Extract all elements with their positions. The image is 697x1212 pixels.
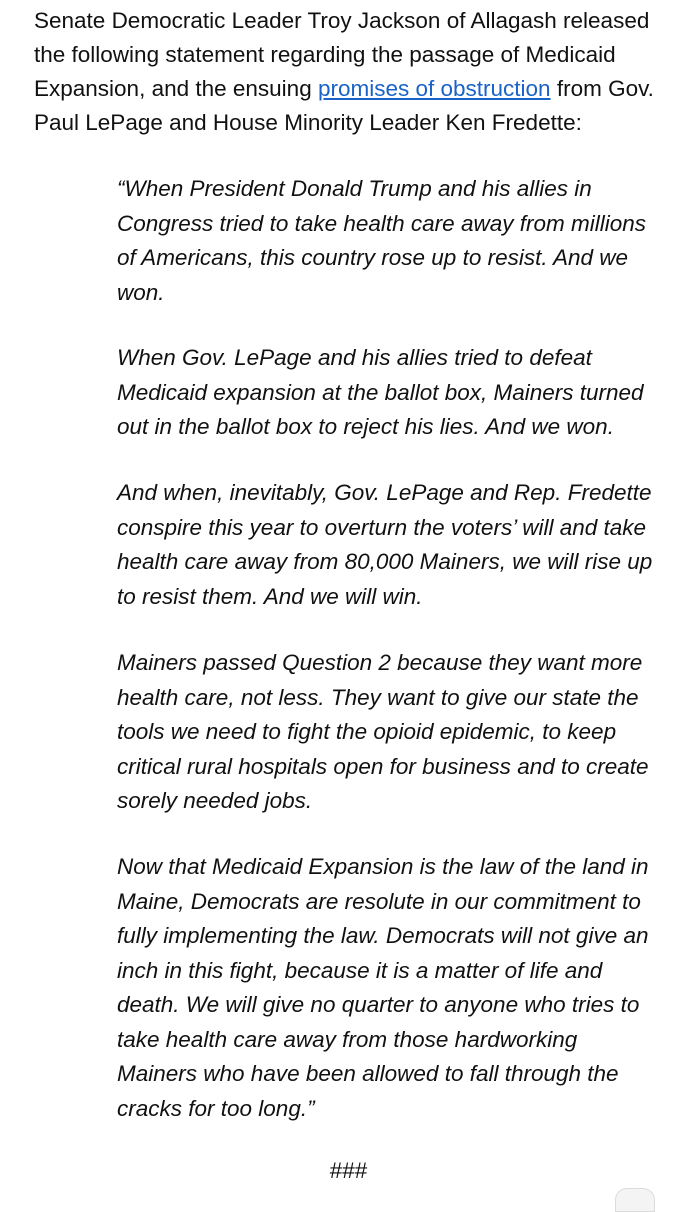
intro-text-before-link: Senate Democratic Leader Troy Jackson of Allagash released the following statement regarding the passage of Medicaid Expansion, and the ensuing bbox=[34, 8, 650, 101]
quote-paragraph-5: Now that Medicaid Expansion is the law of the land in Maine, Democrats are resolute in our commitment to fully implementing the law. Democrats will not give an inch in this fight, because it is a matter of life and death. We will give no quarter to anyone who tries to take health care away from those hardworking Mainers who have been allowed to fall through the cracks for too long.” bbox=[117, 854, 649, 1121]
intro-text-after-link: from Gov. Paul LePage and House Minority Leader Ken Fredette: bbox=[34, 76, 654, 135]
end-of-release-marker: ### bbox=[329, 1158, 368, 1183]
scroll-handle-icon bbox=[615, 1188, 655, 1212]
quote-paragraph-3: And when, inevitably, Gov. LePage and Rep. Fredette conspire this year to overturn the voters’ will and take health care away from 80,000 Mainers, we will rise up to resist them. And we will win. bbox=[117, 480, 653, 609]
intro-paragraph bbox=[34, 4, 679, 140]
quote-paragraph-2: When Gov. LePage and his allies tried to defeat Medicaid expansion at the ballot box, Mainers turned out in the ballot box to reject his lies. And we won. bbox=[117, 345, 644, 439]
quote-paragraph-1: “When President Donald Trump and his allies in Congress tried to take health care away from millions of Americans, this country rose up to resist. And we won. bbox=[117, 176, 646, 305]
quote-paragraph-4: Mainers passed Question 2 because they want more health care, not less. They want to give our state the tools we need to fight the opioid epidemic, to keep critical rural hospitals open for business and to create sorely needed jobs. bbox=[117, 650, 649, 813]
promises-of-obstruction-link[interactable]: promises of obstruction bbox=[317, 76, 551, 101]
